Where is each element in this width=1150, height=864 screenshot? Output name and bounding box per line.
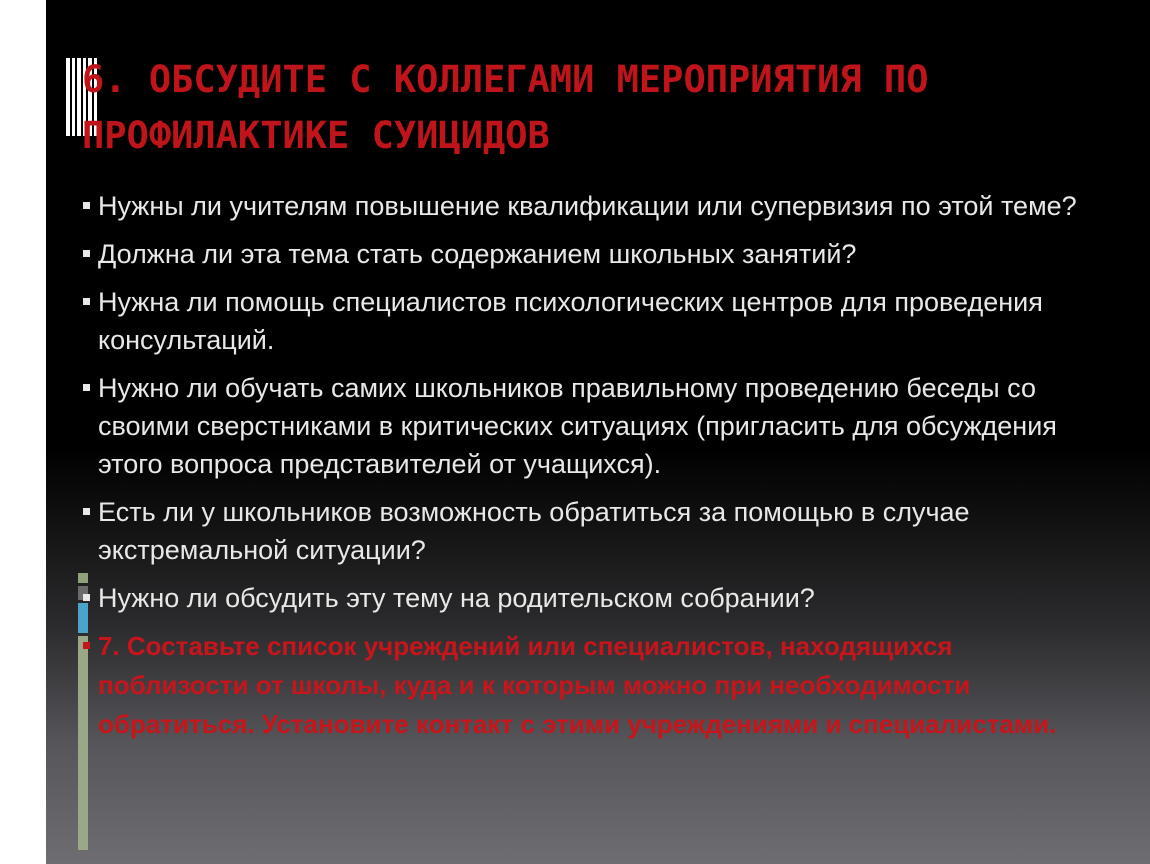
bullet-square-icon <box>83 298 90 305</box>
bullet-text: Есть ли у школьников возможность обратиться за помощью в случае экстремальной ситуации? <box>98 497 970 565</box>
bullet-text: Нужна ли помощь специалистов психологических центров для проведения консультаций. <box>98 287 1043 355</box>
bullet-text: Должна ли эта тема стать содержанием школьных занятий? <box>98 239 857 269</box>
bullet-square-icon <box>83 202 90 209</box>
slide-title: 6. ОБСУДИТЕ С КОЛЛЕГАМИ МЕРОПРИЯТИЯ ПО ПРОФИЛАКТИКЕ СУИЦИДОВ <box>82 58 929 157</box>
bullet-item <box>80 579 1090 617</box>
bullet-item <box>80 187 1090 225</box>
bullet-list <box>80 187 1090 754</box>
bullet-square-icon <box>83 250 90 257</box>
bullet-square-icon <box>83 594 90 601</box>
highlight-text: 7. Составьте список учреждений или специалистов, находящихся поблизости от школы, куда и к которым можно при необходимости обратиться. Установите контакт с этими учреждениями и специалистами. <box>98 631 1057 739</box>
bullet-text: Нужно ли обсудить эту тему на родительском собрании? <box>98 583 815 613</box>
left-margin <box>0 0 46 864</box>
bullet-square-icon <box>83 384 90 391</box>
highlight-item <box>80 627 1090 744</box>
bullet-square-icon <box>83 508 90 515</box>
bullet-text: Нужно ли обучать самих школьников правильному проведению беседы со своими сверстниками в критических ситуациях (пригласить для обсуждения этого вопроса представителей от учащихся). <box>98 373 1057 479</box>
bullet-item <box>80 283 1090 359</box>
bullet-item <box>80 235 1090 273</box>
bullet-item <box>80 493 1090 569</box>
bullet-item <box>80 369 1090 483</box>
bullet-text: Нужны ли учителям повышение квалификации или супервизия по этой теме? <box>98 191 1077 221</box>
bullet-square-icon <box>83 642 90 649</box>
